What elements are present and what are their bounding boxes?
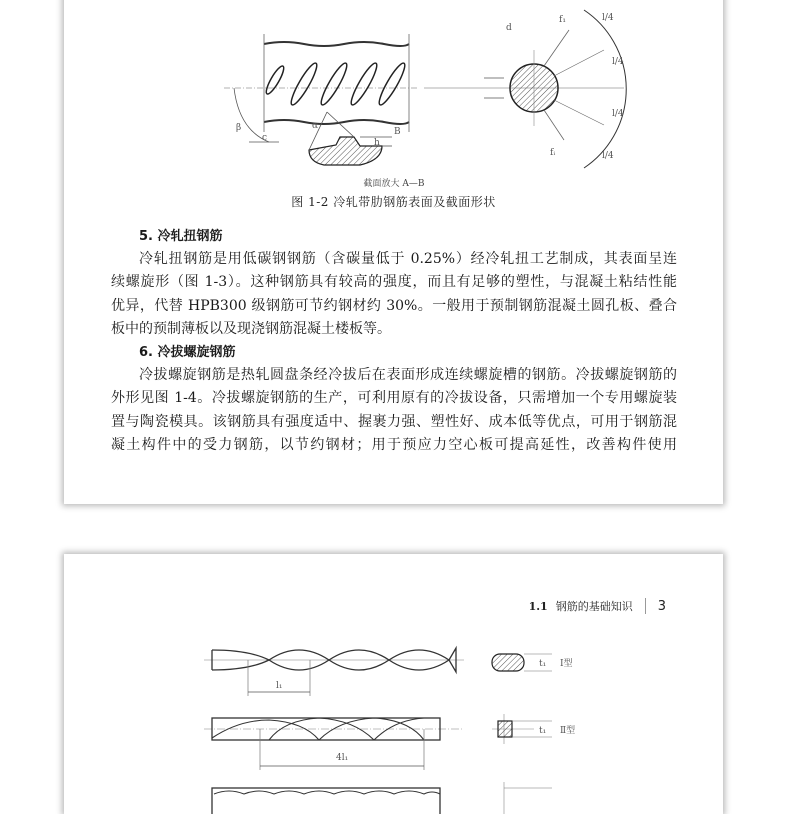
section-title: 钢筋的基础知识	[555, 600, 633, 613]
label-h: h	[374, 138, 380, 148]
figure-cold-rolled-ribbed-rebar	[64, 0, 723, 205]
figure-subcaption: 截面放大 A—B	[363, 179, 425, 189]
label-f1: f₁	[559, 15, 566, 25]
label-d: d	[506, 23, 512, 33]
figure-caption: 图 1-2 冷轧带肋钢筋表面及截面形状	[291, 195, 496, 209]
paragraph-line: 冷拔螺旋钢筋是热轧圆盘条经冷拔后在表面形成连续螺旋槽的钢筋。冷拔螺旋钢筋的	[139, 367, 677, 384]
label-quarter-1: l/4	[602, 13, 614, 23]
label-type2: Ⅱ型	[560, 726, 576, 736]
label-B: B	[394, 127, 401, 137]
label-t1: t₁	[539, 726, 547, 736]
label-l1: l₁	[276, 681, 283, 691]
label-fi: fᵢ	[550, 148, 556, 158]
section-heading: 6. 冷拔螺旋钢筋	[139, 345, 236, 361]
label-c: c	[262, 133, 268, 143]
label-quarter-4: l/4	[602, 151, 614, 161]
figure-cold-rolled-twisted-rebar	[64, 554, 723, 814]
label-quarter-3: l/4	[612, 109, 624, 119]
section-heading: 5. 冷轧扭钢筋	[139, 229, 223, 244]
paragraph-line: 优异，代替 HPB300 级钢筋可节约钢材约 30%。一般用于预制钢筋混凝土圆孔板、叠合	[111, 297, 677, 314]
label-alpha: α	[312, 121, 319, 131]
label-type1: Ⅰ型	[560, 659, 573, 669]
paragraph-line: 置与陶瓷模具。该钢筋具有强度适中、握裹力强、塑性好、成本低等优点，可用于钢筋混	[111, 413, 677, 430]
paragraph-line: 续螺旋形（图 1-3）。这种钢筋具有较高的强度，而且有足够的塑性，与混凝土粘结性能	[111, 274, 677, 291]
section-number: 1.1	[528, 599, 548, 613]
section-cold-rolled-twisted-rebar	[111, 225, 677, 457]
label-beta: β	[236, 123, 242, 133]
paragraph-line: 冷轧扭钢筋是用低碳钢钢筋（含碳量低于 0.25%）经冷轧扭工艺制成，其表面呈连	[139, 251, 677, 268]
label-4l1: 4l₁	[336, 753, 349, 763]
paragraph-line: 板中的预制薄板以及现浇钢筋混凝土楼板等。	[111, 320, 391, 337]
page-number: 3	[657, 598, 666, 614]
document-page	[64, 0, 723, 504]
paragraph-line: 外形见图 1-4。冷拔螺旋钢筋的生产，可利用原有的冷拔设备，只需增加一个专用螺旋装	[111, 390, 677, 407]
document-page	[64, 554, 723, 814]
label-quarter-2: l/4	[612, 57, 624, 67]
label-t1: t₁	[539, 659, 547, 669]
paragraph-line: 凝土构件中的受力钢筋，以节约钢材；用于预应力空心板可提高延性，改善构件使用	[111, 436, 677, 453]
